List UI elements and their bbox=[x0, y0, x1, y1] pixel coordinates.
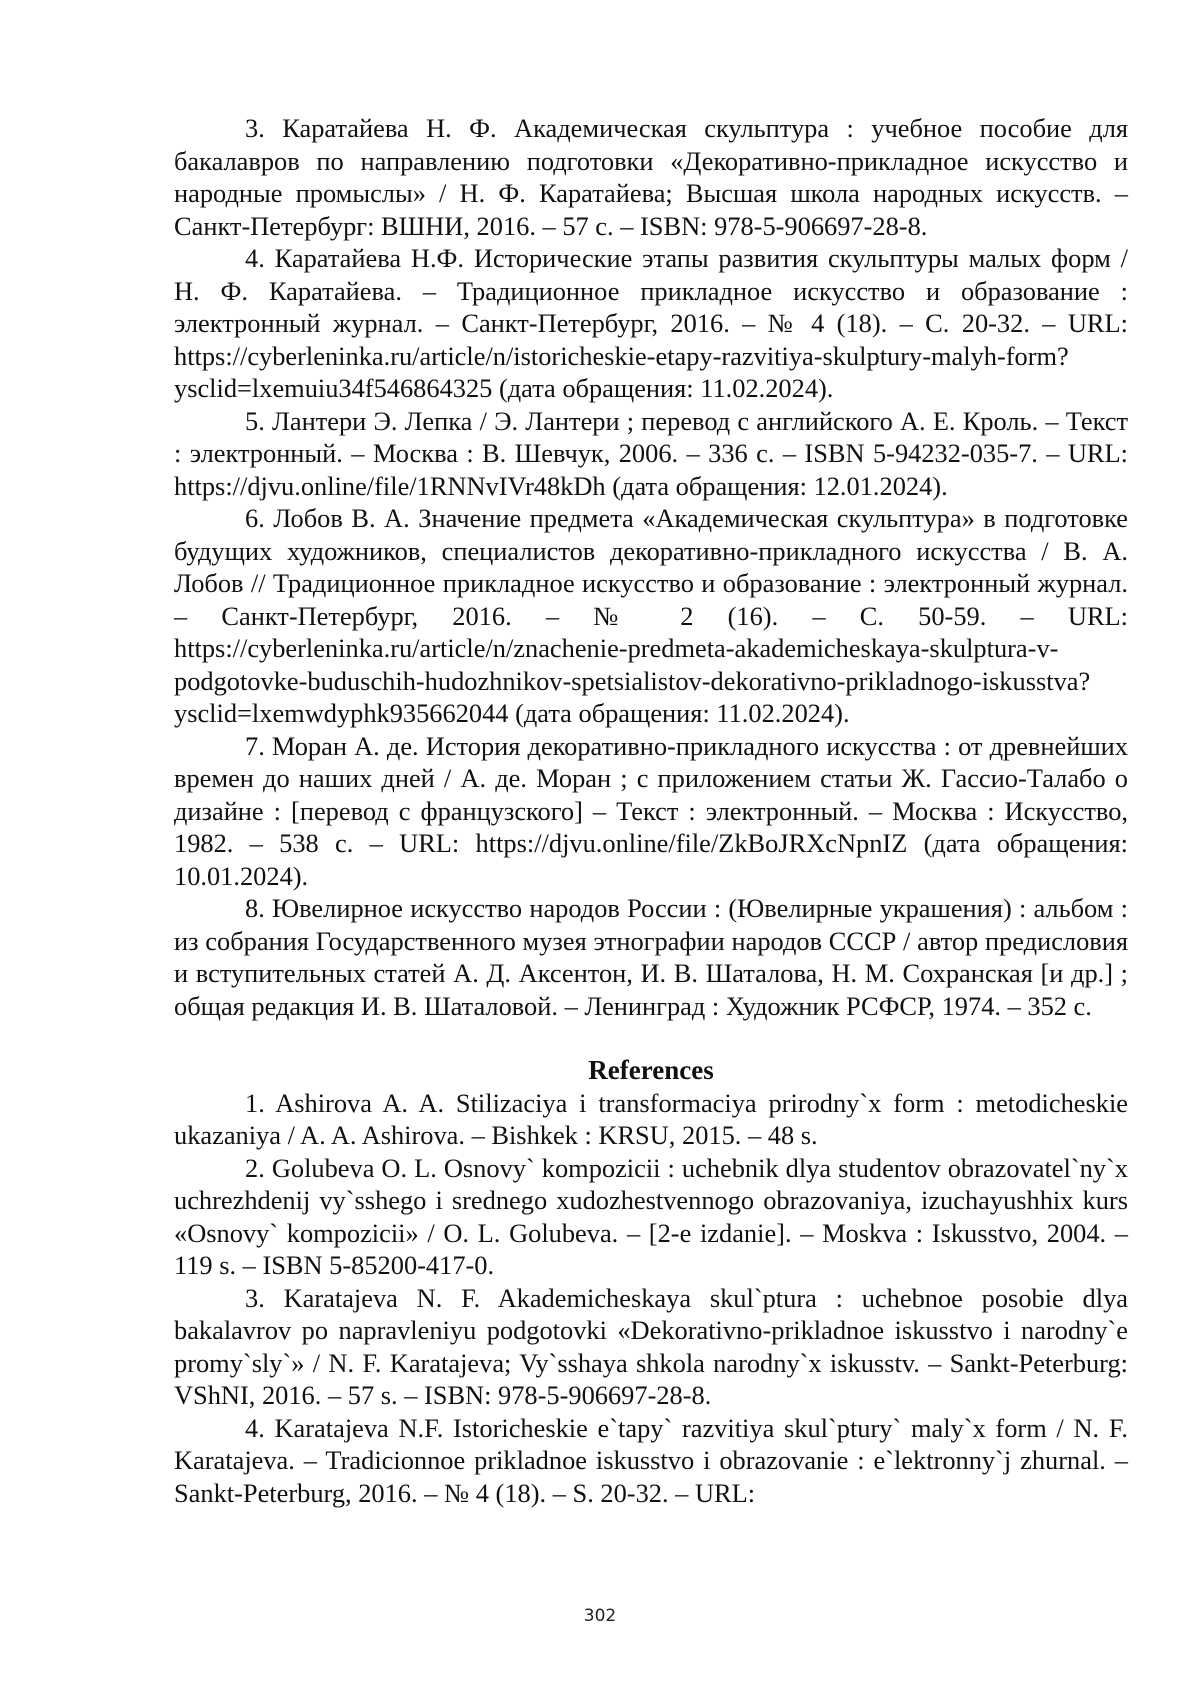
reference-ru-4: 4. Каратайева Н.Ф. Исторические этапы развития скульптуры малых форм / Н. Ф. Каратайева. – Традиционное прикладное искусство и образование : электронный журнал. – Санкт-Петербург, 2016. – № 4 (18). – С. 20-32. – URL: https://cyberleninka.ru/article/n/istoricheskie-etapy-razvitiya-skulptury-malyh-form?ysclid=lxemuiu34f546864325 (дата обращения: 11.02.2024). bbox=[174, 243, 1128, 403]
page-number: 302 bbox=[583, 1606, 617, 1626]
reference-ru-3: 3. Каратайева Н. Ф. Академическая скульптура : учебное пособие для бакалавров по направлению подготовки «Декоративно-прикладное искусство и народные промыслы» / Н. Ф. Каратайева; Высшая школа народных искусств. – Санкт-Петербург: ВШНИ, 2016. – 57 с. – ISBN: 978-5-906697-28-8. bbox=[174, 113, 1128, 241]
reference-en-4: 4. Karatajeva N.F. Istoricheskie e`tapy` razvitiya skul`ptury` maly`x form / N. F. Karatajeva. – Tradicionnoe prikladnoe iskusstvo i obrazovanie : e`lektronny`j zhurnal. – Sankt-Peterburg, 2016. – № 4 (18). – S. 20-32. – URL: bbox=[174, 1412, 1128, 1508]
reference-en-2: 2. Golubeva O. L. Osnovy` kompozicii : uchebnik dlya studentov obrazovatel`ny`x uchrezhdenij vy`sshego i srednego xudozhestvennogo obrazovaniya, izuchayushhix kurs «Osnovy` kompozicii» / O. L. Golubeva. – [2-e izdanie]. – Moskva : Iskusstvo, 2004. – 119 s. – ISBN 5-85200-417-0. bbox=[174, 1152, 1128, 1280]
reference-ru-7: 7. Моран А. де. История декоративно-прикладного искусства : от древнейших времен до наших дней / А. де. Моран ; с приложением статьи Ж. Гассио-Талабо о дизайне : [перевод с французского] – Текст : электронный. – Москва : Искусство, 1982. – 538 с. – URL: https://djvu.online/file/ZkBoJRXcNpnIZ (дата обращения: 10.01.2024). bbox=[174, 730, 1128, 891]
reference-ru-8: 8. Ювелирное искусство народов России : (Ювелирные украшения) : альбом : из собрания Государственного музея этнографии народов СССР / автор предисловия и вступительных статей А. Д. Аксентон, И. В. Шаталова, Н. М. Сохранская [и др.] ; общая редакция И. В. Шаталовой. – Ленинград : Художник РСФСР, 1974. – 352 с. bbox=[174, 893, 1128, 1021]
page-content bbox=[174, 112, 1128, 1509]
reference-en-1: 1. Ashirova A. A. Stilizaciya i transformaciya prirodny`x form : metodicheskie ukazaniya / A. A. Ashirova. – Bishkek : KRSU, 2015. – 48 s. bbox=[174, 1087, 1128, 1150]
reference-ru-6: 6. Лобов В. А. Значение предмета «Академическая скульптура» в подготовке будущих художников, специалистов декоративно-прикладного искусства / В. А. Лобов // Традиционное прикладное искусство и образование : электронный журнал. – Санкт-Петербург, 2016. – № 2 (16). – С. 50-59. – URL: https://cyberleninka.ru/article/n/znachenie-predmeta-akademicheskaya-skulptura-v-podgotovke-buduschih-hudozhnikov-spetsialistov-dekorativno-prikladnogo-iskusstva?ysclid=lxemwdyphk935662044 (дата обращения: 11.02.2024). bbox=[174, 503, 1128, 728]
reference-ru-5: 5. Лантери Э. Лепка / Э. Лантери ; перевод с английского А. Е. Кроль. – Текст : электронный. – Москва : В. Шевчук, 2006. – 336 с. – ISBN 5-94232-035-7. – URL: https://djvu.online/file/1RNNvIVr48kDh (дата обращения: 12.01.2024). bbox=[174, 405, 1128, 501]
reference-en-3: 3. Karatajeva N. F. Akademicheskaya skul`ptura : uchebnoe posobie dlya bakalavrov po napravleniyu podgotovki «Dekorativno-prikladnoe iskusstvo i narodny`e promy`sly`» / N. F. Karatajeva; Vy`sshaya shkola narodny`x iskusstv. – Sankt-Peterburg: VShNI, 2016. – 57 s. – ISBN: 978-5-906697-28-8. bbox=[174, 1282, 1128, 1410]
references-heading: References bbox=[588, 1055, 714, 1085]
